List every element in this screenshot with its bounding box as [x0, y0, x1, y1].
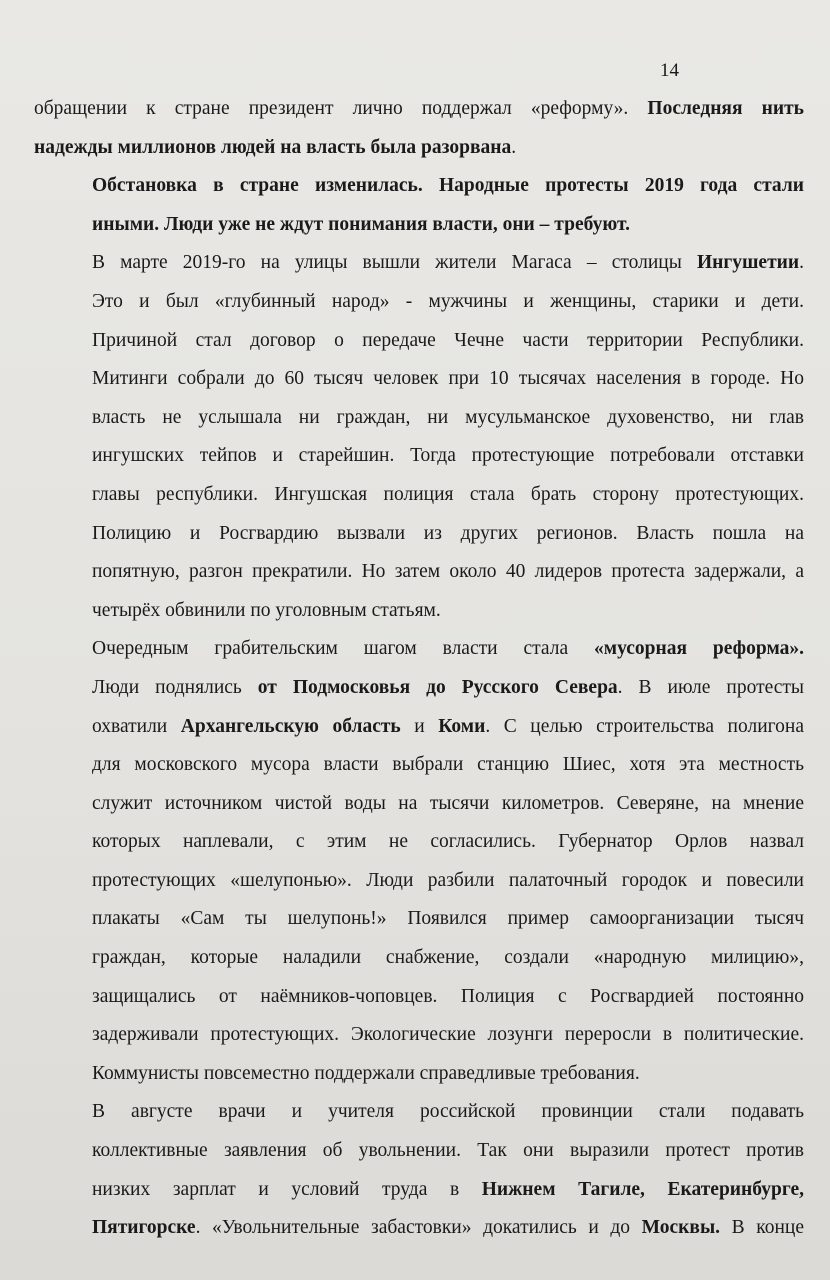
text-run: которых наплевали, с этим не согласились. Губернатор Орлов назвал [92, 831, 804, 853]
bold-text: Обстановка в стране изменилась. Народные протесты 2019 года стали [92, 175, 804, 197]
text-line [34, 129, 804, 168]
text-run: ингушских тейпов и старейшин. Тогда протестующие потребовали отставки [92, 445, 804, 467]
bold-text: Ингушетии [696, 252, 800, 274]
bold-text: Последняя нить [647, 98, 804, 119]
document-body [34, 90, 804, 1248]
text-run: задерживали протестующих. Экологические лозунги переросли в политические. [92, 1024, 804, 1046]
bold-text: Пятигорске [92, 1217, 196, 1239]
text-line [34, 360, 804, 399]
text-line [34, 244, 804, 283]
text-run: главы республики. Ингушская полиция стала брать сторону протестующих. [92, 483, 804, 505]
text-run: . «Увольнительные забастовки» докатились и до [195, 1217, 642, 1239]
text-run: власть не услышала ни граждан, ни мусульманское духовенство, ни глав [92, 406, 804, 428]
text-run: четырёх обвинили по уголовным статьям. [92, 599, 441, 621]
text-line [34, 630, 804, 669]
text-line [34, 1016, 804, 1055]
paragraph [34, 90, 804, 167]
bold-text: Нижнем Тагиле, Екатеринбурге, [481, 1178, 804, 1200]
bold-text: надежды миллионов людей на власть была разорвана [34, 136, 512, 158]
text-run: низких зарплат и условий труда в [92, 1178, 482, 1200]
text-run: . [799, 252, 804, 274]
text-line [34, 283, 804, 322]
paragraph [34, 167, 804, 244]
text-line [34, 1171, 804, 1210]
text-run: протестующих «шелупонью». Люди разбили палаточный городок и повесили [92, 869, 804, 891]
text-line [34, 90, 804, 129]
paragraph [34, 244, 804, 630]
text-run: для московского мусора власти выбрали станцию Шиес, хотя эта местность [92, 754, 804, 776]
text-run: Причиной стал договор о передаче Чечне части территории Республики. [92, 329, 804, 351]
text-run: охватили [92, 715, 181, 737]
text-run: . [511, 136, 517, 158]
text-run: Митинги собрали до 60 тысяч человек при 10 тысячах населения в городе. Но [92, 368, 804, 390]
text-run: . С целью строительства полигона [485, 715, 804, 737]
paragraph [34, 630, 804, 1093]
text-line [34, 746, 804, 785]
text-line [34, 515, 804, 554]
text-line [34, 978, 804, 1017]
text-run: В августе врачи и учителя российской провинции стали подавать [92, 1101, 804, 1123]
bold-text: Москвы. [641, 1217, 721, 1239]
text-run: Коммунисты повсеместно поддержали справедливые требования. [92, 1062, 640, 1084]
text-line [34, 823, 804, 862]
text-line [34, 1093, 804, 1132]
text-run: служит источником чистой воды на тысячи километров. Северяне, на мнение [92, 792, 804, 814]
text-line [34, 399, 804, 438]
text-line [34, 1209, 804, 1248]
text-line [34, 785, 804, 824]
text-run: коллективные заявления об увольнении. Так они выразили протест против [92, 1140, 804, 1162]
text-line [34, 900, 804, 939]
text-run: Полицию и Росгвардию вызвали из других регионов. Власть пошла на [92, 522, 804, 544]
text-run: Это и был «глубинный народ» - мужчины и женщины, старики и дети. [92, 290, 804, 312]
text-run: и [400, 715, 439, 737]
bold-text: Коми [438, 715, 486, 737]
text-run: В конце [720, 1217, 804, 1239]
text-run: защищались от наёмников-чоповцев. Полиция с Росгвардией постоянно [92, 985, 804, 1007]
text-run: попятную, разгон прекратили. Но затем около 40 лидеров протеста задержали, а [92, 561, 804, 583]
text-line [34, 1132, 804, 1171]
text-line [34, 939, 804, 978]
text-line [34, 437, 804, 476]
bold-text: «мусорная реформа». [594, 638, 804, 660]
bold-text: от Подмосковья до Русского Севера [257, 676, 618, 698]
text-run: Очередным грабительским шагом власти стала [92, 638, 595, 660]
text-run: . В июле протесты [617, 676, 805, 698]
text-line [34, 862, 804, 901]
text-line [34, 1055, 804, 1094]
text-line [34, 592, 804, 631]
text-run: Люди поднялись [92, 676, 258, 698]
text-run: В марте 2019-го на улицы вышли жители Магаса – столицы [92, 252, 697, 274]
text-line [34, 167, 804, 206]
text-line [34, 206, 804, 245]
text-line [34, 708, 804, 747]
text-line [34, 669, 804, 708]
text-line [34, 322, 804, 361]
text-run: граждан, которые наладили снабжение, создали «народную милицию», [92, 947, 804, 969]
bold-text: Архангельскую область [180, 715, 401, 737]
paragraph [34, 1093, 804, 1247]
text-line [34, 553, 804, 592]
text-line [34, 476, 804, 515]
page-number: 14 [660, 60, 679, 81]
text-run: плакаты «Сам ты шелупонь!» Появился пример самоорганизации тысяч [92, 908, 804, 930]
bold-text: иными. Люди уже не ждут понимания власти, они – требуют. [92, 213, 630, 235]
text-run: обращении к стране президент лично поддержал «реформу». [34, 98, 648, 119]
